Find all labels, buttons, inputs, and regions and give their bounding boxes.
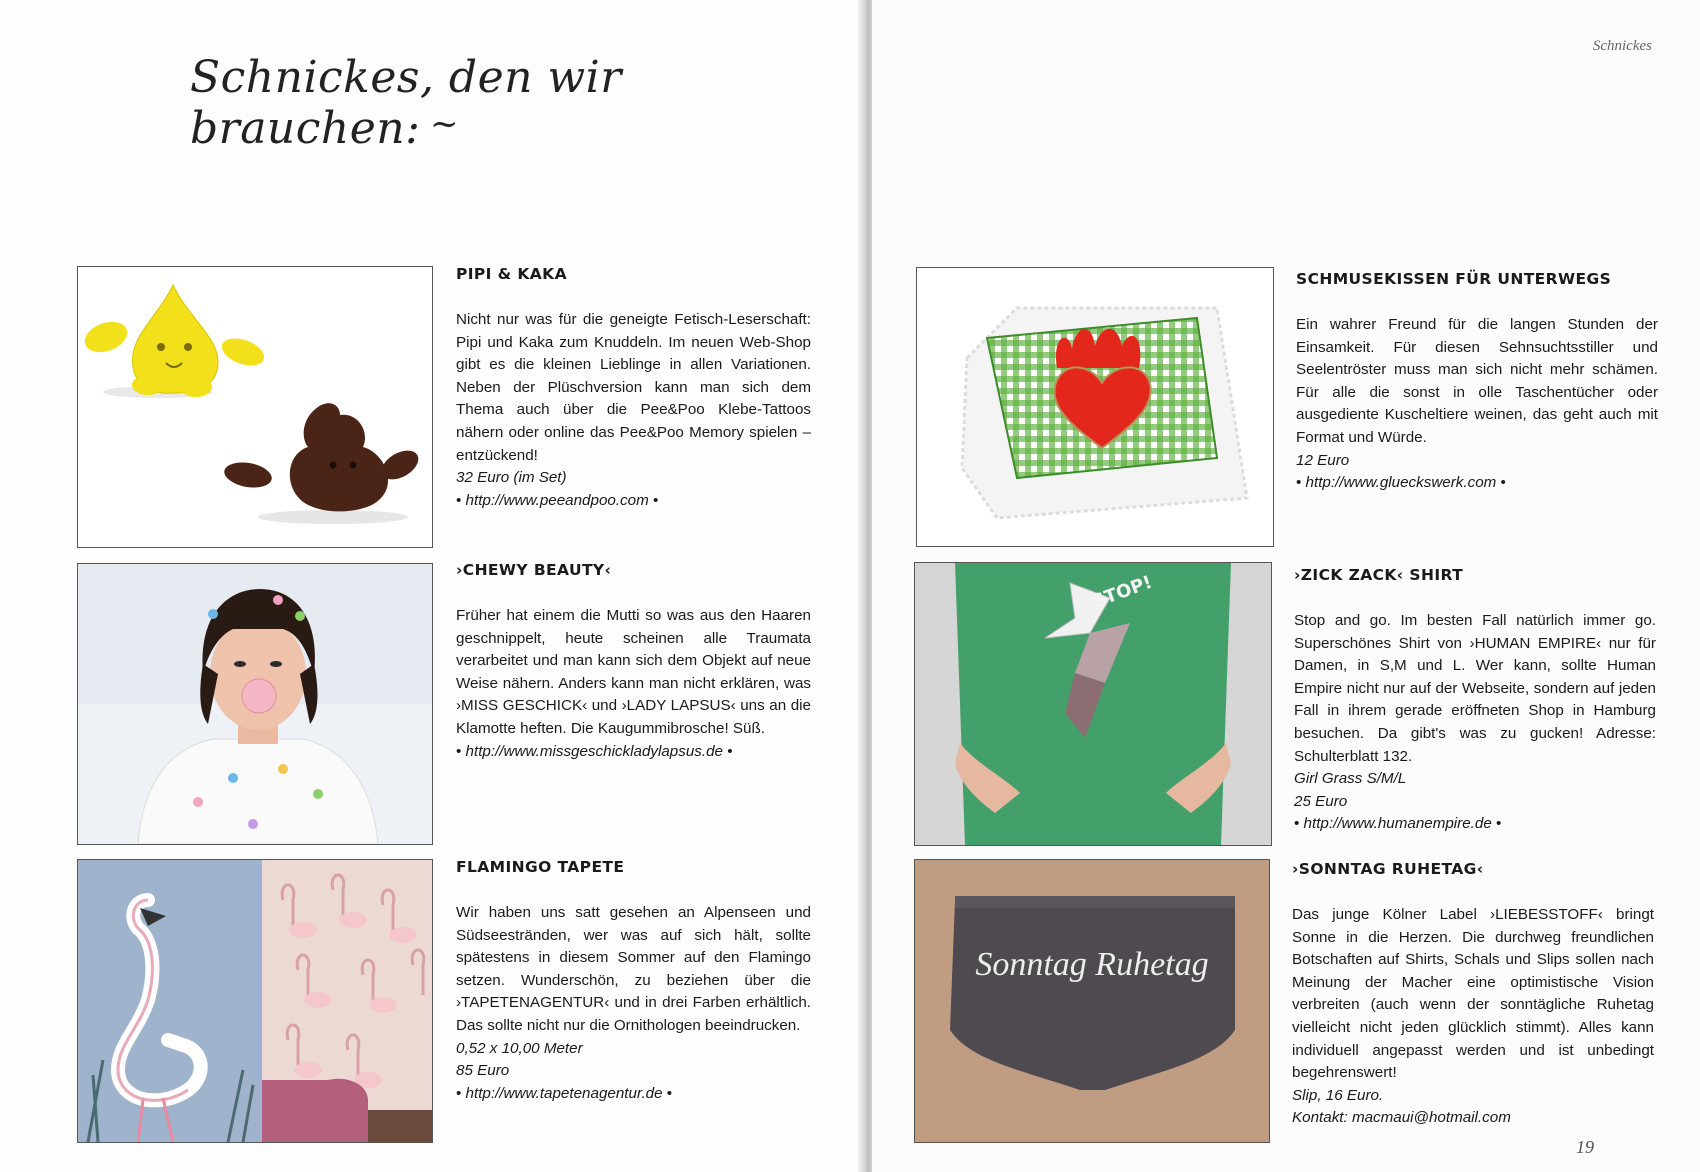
article-heading: FLAMINGO TAPETE [456,858,625,876]
article-zick-zack-shirt [1294,566,1656,836]
article-heading: ›CHEWY BEAUTY‹ [456,561,612,579]
slip-print-text: Sonntag Ruhetag [975,946,1209,983]
pipi-kaka-photo [77,266,433,548]
green-shirt-image [915,563,1271,845]
article-body: Nicht nur was für die geneigte Fetisch-Leserschaft: Pipi und Kaka zum Knuddeln. Im neuen Web-Shop gibt es die kleinen Lieblinge in allen Variationen. Neben der Plüschversion kann man sich dem Thema auch über die Pee&Poo Klebe-Tattoos nähern oder online das Pee&Poo Memory spielen – entzückend! [456,311,811,464]
spread-title: Schnickes, den wir brauchen: [190,52,622,154]
heart-cushion-image [917,268,1273,546]
article-contact[interactable]: Kontakt: macmaui@hotmail.com [1292,1109,1511,1127]
article-chewy-beauty [456,561,811,763]
grey-slip-image [915,860,1269,1142]
article-schmusekissen [1296,270,1658,495]
article-link-text[interactable]: http://www.tapetenagentur.de [465,1084,663,1102]
schmusekissen-photo [916,267,1274,547]
right-page [872,0,1700,1172]
article-link[interactable]: • http://www.tapetenagentur.de • [456,1084,673,1102]
article-body: Das junge Kölner Label ›LIEBESSTOFF‹ bringt Sonne in die Herzen. Die durchweg freundlichen Botschaften auf Shirts, Schals und Slips sollen nach Meinung der Macher eine optimistische Vision verbreiten (auch wenn der sonntägliche Ruhetag vielleicht nicht jeden glücklich stimmt). Alles kann individuell angepasst werden und ist unbedingt begehrenswert! [1292,906,1654,1082]
flamingo-wallpaper-image [78,860,432,1142]
article-heading: ›ZICK ZACK‹ SHIRT [1294,566,1464,584]
sonntag-ruhetag-photo [914,859,1270,1143]
article-price: 12 Euro [1296,451,1350,469]
title-ornament: ~ [430,104,459,144]
article-price: 32 Euro (im Set) [456,469,567,487]
chewy-beauty-photo [77,563,433,845]
article-heading: ›SONNTAG RUHETAG‹ [1292,860,1484,878]
article-price: Slip, 16 Euro. [1292,1086,1384,1104]
article-body: Wir haben uns satt gesehen an Alpenseen und Südseestränden, wer was auf sich hält, sollte spätestens in diesem Sommer auf den Flamingo setzen. Wunderschön, zu beziehen über die ›TAPETENAGENTUR‹ und in drei Farben erhältlich. Das sollte nicht nur die Ornithologen beeindrucken. [456,904,811,1034]
article-size: 0,52 x 10,00 Meter [456,1039,583,1057]
article-link[interactable]: • http://www.glueckswerk.com • [1296,474,1506,492]
article-heading: PIPI & KAKA [456,265,567,283]
page-number: 19 [1576,1137,1594,1157]
article-link-text[interactable]: http://www.humanempire.de [1303,815,1492,833]
zick-zack-shirt-photo [914,562,1272,846]
article-body: Stop and go. Im besten Fall natürlich immer go. Superschönes Shirt von ›HUMAN EMPIRE‹ nur für Damen, in S,M und L. Wer kann, sollte Human Empire nicht nur auf der Webseite, sondern auf jeden Fall in ihrem gerade eröffneten Shop in Hamburg besuchen. Da gibt's was zu gucken! Adresse: Schulterblatt 132. [1294,612,1656,765]
shirt-print-text: STOP! [1089,571,1155,613]
article-link-text[interactable]: http://www.peeandpoo.com [465,491,649,509]
article-link-text[interactable]: http://www.missgeschickladylapsus.de [465,742,723,760]
article-pipi-kaka [456,265,811,512]
article-flamingo-tapete [456,858,811,1105]
article-price: 25 Euro [1294,792,1348,810]
article-heading: SCHMUSEKISSEN FÜR UNTERWEGS [1296,270,1612,288]
article-link-text[interactable]: http://www.glueckswerk.com [1305,474,1497,492]
article-sonntag-ruhetag [1292,860,1654,1130]
article-link[interactable]: • http://www.peeandpoo.com • [456,491,659,509]
flamingo-wallpaper-photo [77,859,433,1143]
girl-bubblegum-image [78,564,432,844]
plush-toys-image [78,267,432,547]
article-body: Ein wahrer Freund für die langen Stunden der Einsamkeit. Für diesen Sehnsuchtsstiller und Seelentröster muss man sich nicht mehr schämen. Für alle die sonst in olle Taschentücher oder ausgediente Kuscheltiere weinen, das geht auch mit Format und Würde. [1296,316,1658,446]
article-link[interactable]: • http://www.missgeschickladylapsus.de • [456,742,733,760]
article-link[interactable]: • http://www.humanempire.de • [1294,815,1502,833]
article-body: Früher hat einem die Mutti so was aus den Haaren geschnippelt, heute scheinen alle Traumata verarbeitet und man kann sich dem Objekt auf neue Weise nähern. Anders kann man nicht erklären, was ›MISS GESCHICK‹ und ›LADY LAPSUS‹ uns an die Klamotte heften. Die Kaugummibrosche! Süß. [456,607,811,737]
running-head: Schnickes [1592,38,1652,54]
article-product: Girl Grass S/M/L [1294,770,1407,788]
article-price: 85 Euro [456,1062,510,1080]
